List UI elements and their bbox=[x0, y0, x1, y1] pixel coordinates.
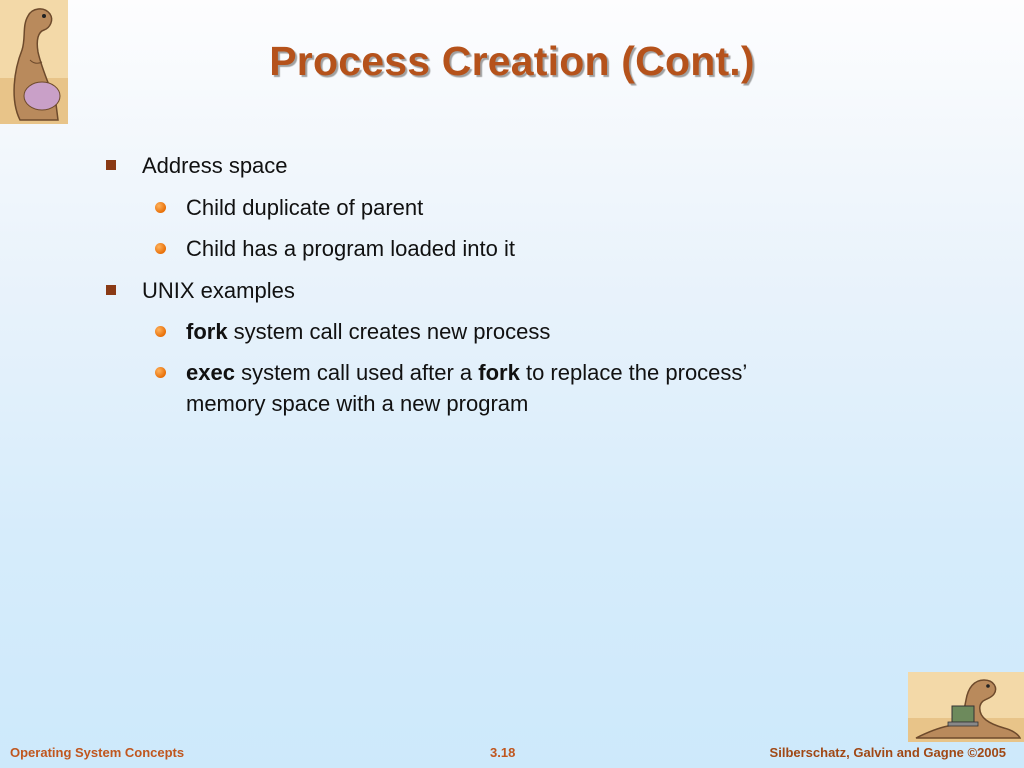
fork-description: system call creates new process bbox=[227, 319, 551, 344]
round-bullet-icon bbox=[155, 243, 166, 254]
footer-slide-number: 3.18 bbox=[490, 745, 516, 760]
dinosaur-laptop-icon bbox=[908, 672, 1024, 742]
round-bullet-icon bbox=[155, 367, 166, 378]
bullet-address-space: Address space bbox=[142, 153, 288, 178]
round-bullet-icon bbox=[155, 326, 166, 337]
square-bullet-icon bbox=[106, 285, 116, 295]
exec-description-part2: to replace the process’ bbox=[519, 360, 748, 385]
exec-description-part1: system call used after a bbox=[234, 360, 479, 385]
bullet-unix-examples: UNIX examples bbox=[142, 278, 295, 303]
footer-authors: Silberschatz, Galvin and Gagne ©2005 bbox=[769, 745, 1006, 760]
keyword-exec: exec bbox=[186, 360, 235, 385]
square-bullet-icon bbox=[106, 160, 116, 170]
round-bullet-icon bbox=[155, 202, 166, 213]
footer-book-title: Operating System Concepts bbox=[10, 745, 185, 760]
keyword-fork: fork bbox=[478, 360, 520, 385]
sub-bullet-exec-continuation: memory space with a new program bbox=[186, 391, 529, 416]
sub-bullet-fork bbox=[186, 316, 550, 347]
keyword-fork: fork bbox=[186, 319, 228, 344]
slide-title: Process Creation (Cont.) bbox=[269, 38, 755, 84]
sub-bullet-child-program: Child has a program loaded into it bbox=[186, 236, 515, 261]
sub-bullet-child-duplicate: Child duplicate of parent bbox=[186, 195, 424, 220]
sub-bullet-exec bbox=[186, 357, 747, 388]
